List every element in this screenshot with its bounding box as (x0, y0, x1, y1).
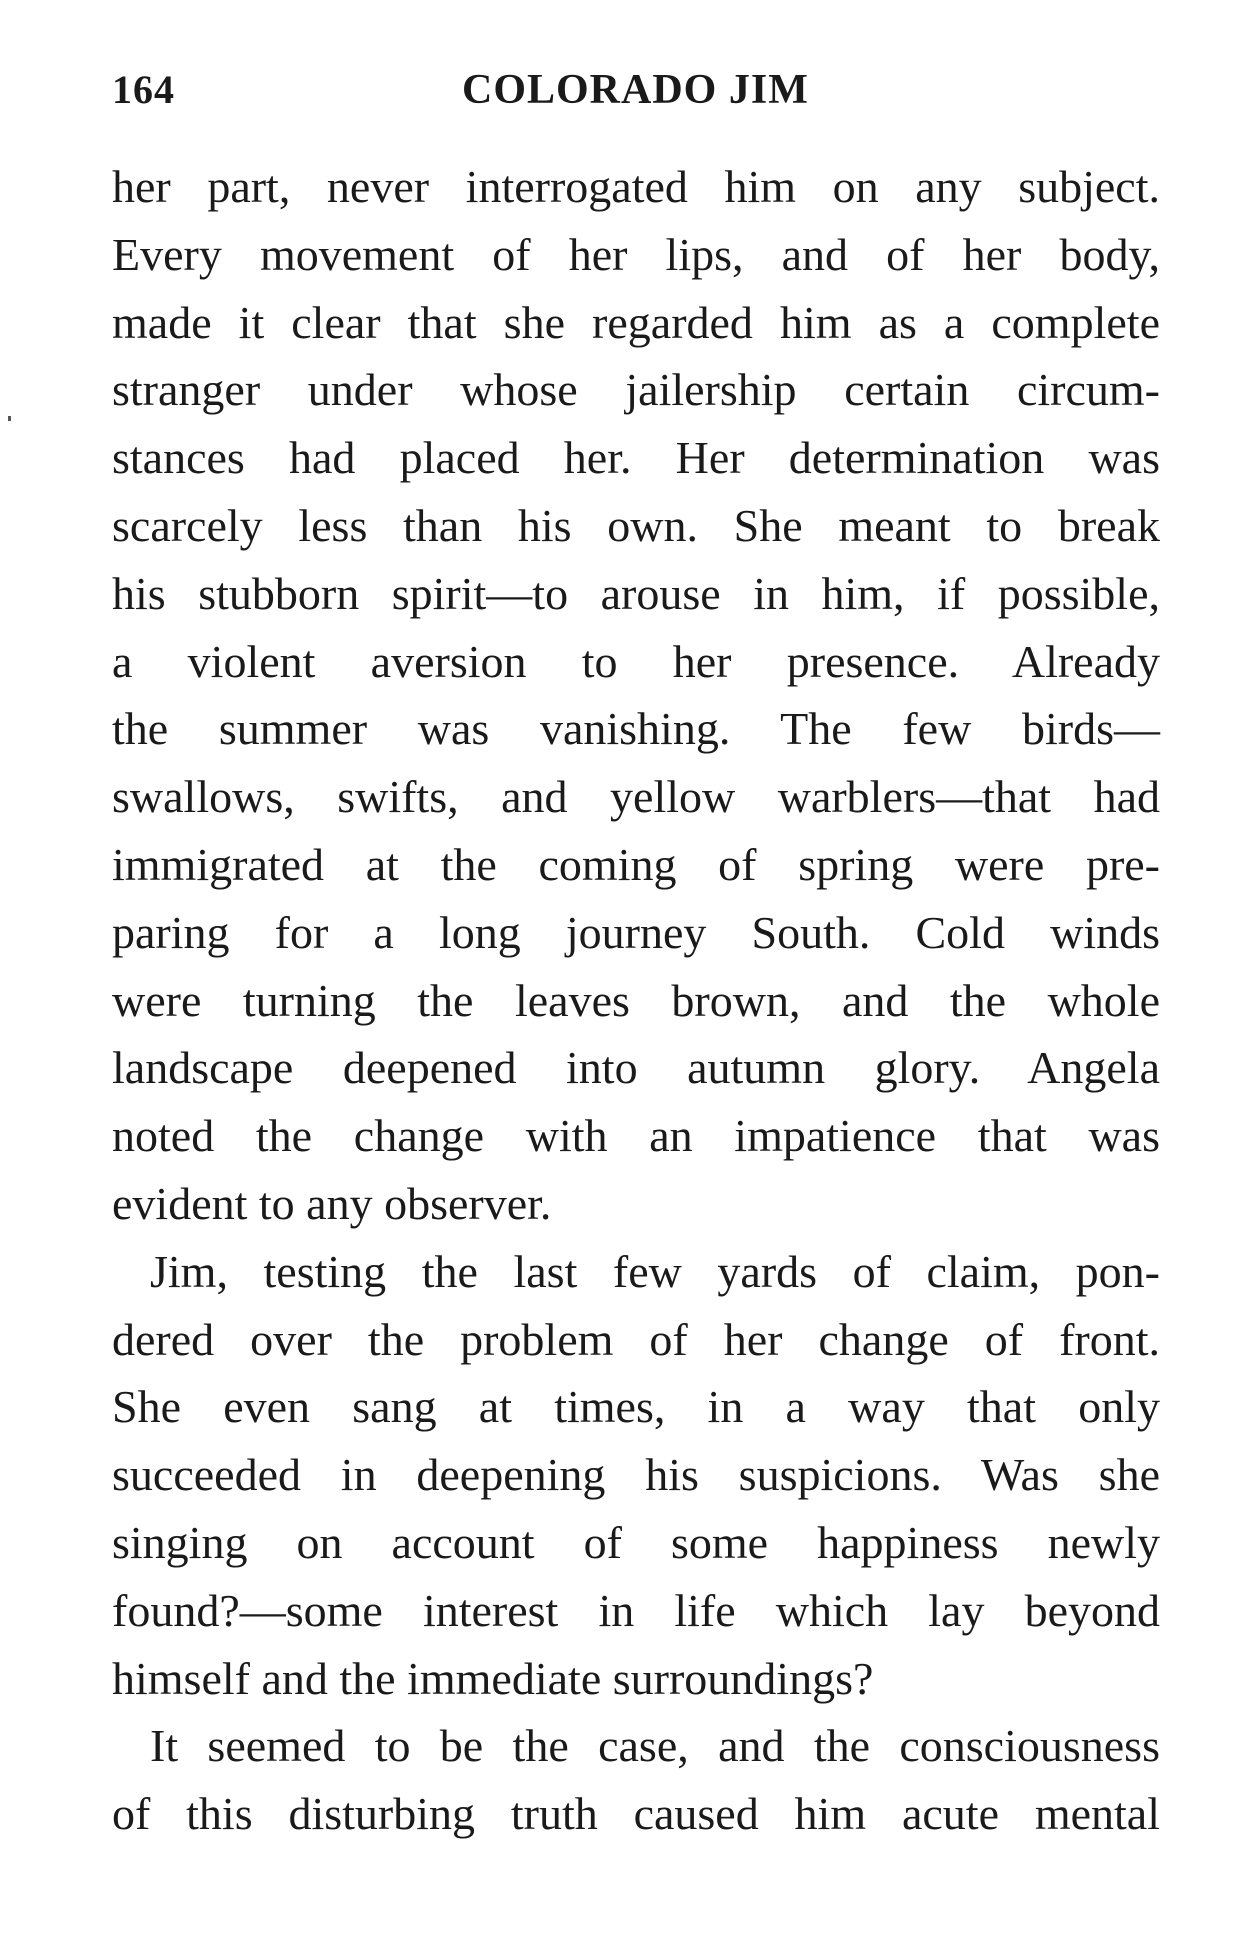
margin-speck (8, 416, 11, 421)
text-line: She even sang at times, in a way that only (112, 1381, 1160, 1433)
text-line: of this disturbing truth caused him acute mental (112, 1788, 1160, 1840)
text-line: her part, never interrogated him on any subject. (112, 161, 1160, 212)
text-line: immigrated at the coming of spring were pre- (112, 838, 1160, 890)
book-title: COLORADO JIM (462, 67, 809, 113)
text-line: evident to any observer. (112, 1177, 552, 1229)
text-line: dered over the problem of her change of front. (112, 1313, 1160, 1365)
text-line: his stubborn spirit—to arouse in him, if possible, (112, 567, 1160, 619)
text-line: It seemed to be the case, and the consciousness (150, 1720, 1160, 1772)
text-line: landscape deepened into autumn glory. Angela (112, 1042, 1160, 1094)
text-line: were turning the leaves brown, and the whole (112, 974, 1160, 1026)
page-number: 164 (112, 67, 175, 112)
text-line: Jim, testing the last few yards of claim, pon- (150, 1245, 1160, 1297)
text-line: swallows, swifts, and yellow warblers—that had (112, 771, 1160, 823)
text-line: stranger under whose jailership certain circum- (112, 364, 1160, 416)
text-line: the summer was vanishing. The few birds— (112, 703, 1160, 755)
running-head (112, 62, 1152, 118)
text-line: paring for a long journey South. Cold winds (112, 906, 1160, 958)
text-line: singing on account of some happiness newly (112, 1516, 1160, 1568)
text-line: found?—some interest in life which lay beyond (112, 1584, 1160, 1636)
text-line: scarcely less than his own. She meant to break (112, 499, 1160, 551)
text-line: a violent aversion to her presence. Already (112, 635, 1160, 687)
text-line: noted the change with an impatience that was (112, 1110, 1160, 1162)
text-line: Every movement of her lips, and of her body, (112, 228, 1160, 280)
text-line: stances had placed her. Her determination was (112, 432, 1160, 484)
text-line: himself and the immediate surroundings? (112, 1652, 874, 1704)
text-line: succeeded in deepening his suspicions. Was she (112, 1449, 1160, 1501)
text-line: made it clear that she regarded him as a complete (112, 296, 1160, 348)
body-text (112, 153, 1160, 1848)
